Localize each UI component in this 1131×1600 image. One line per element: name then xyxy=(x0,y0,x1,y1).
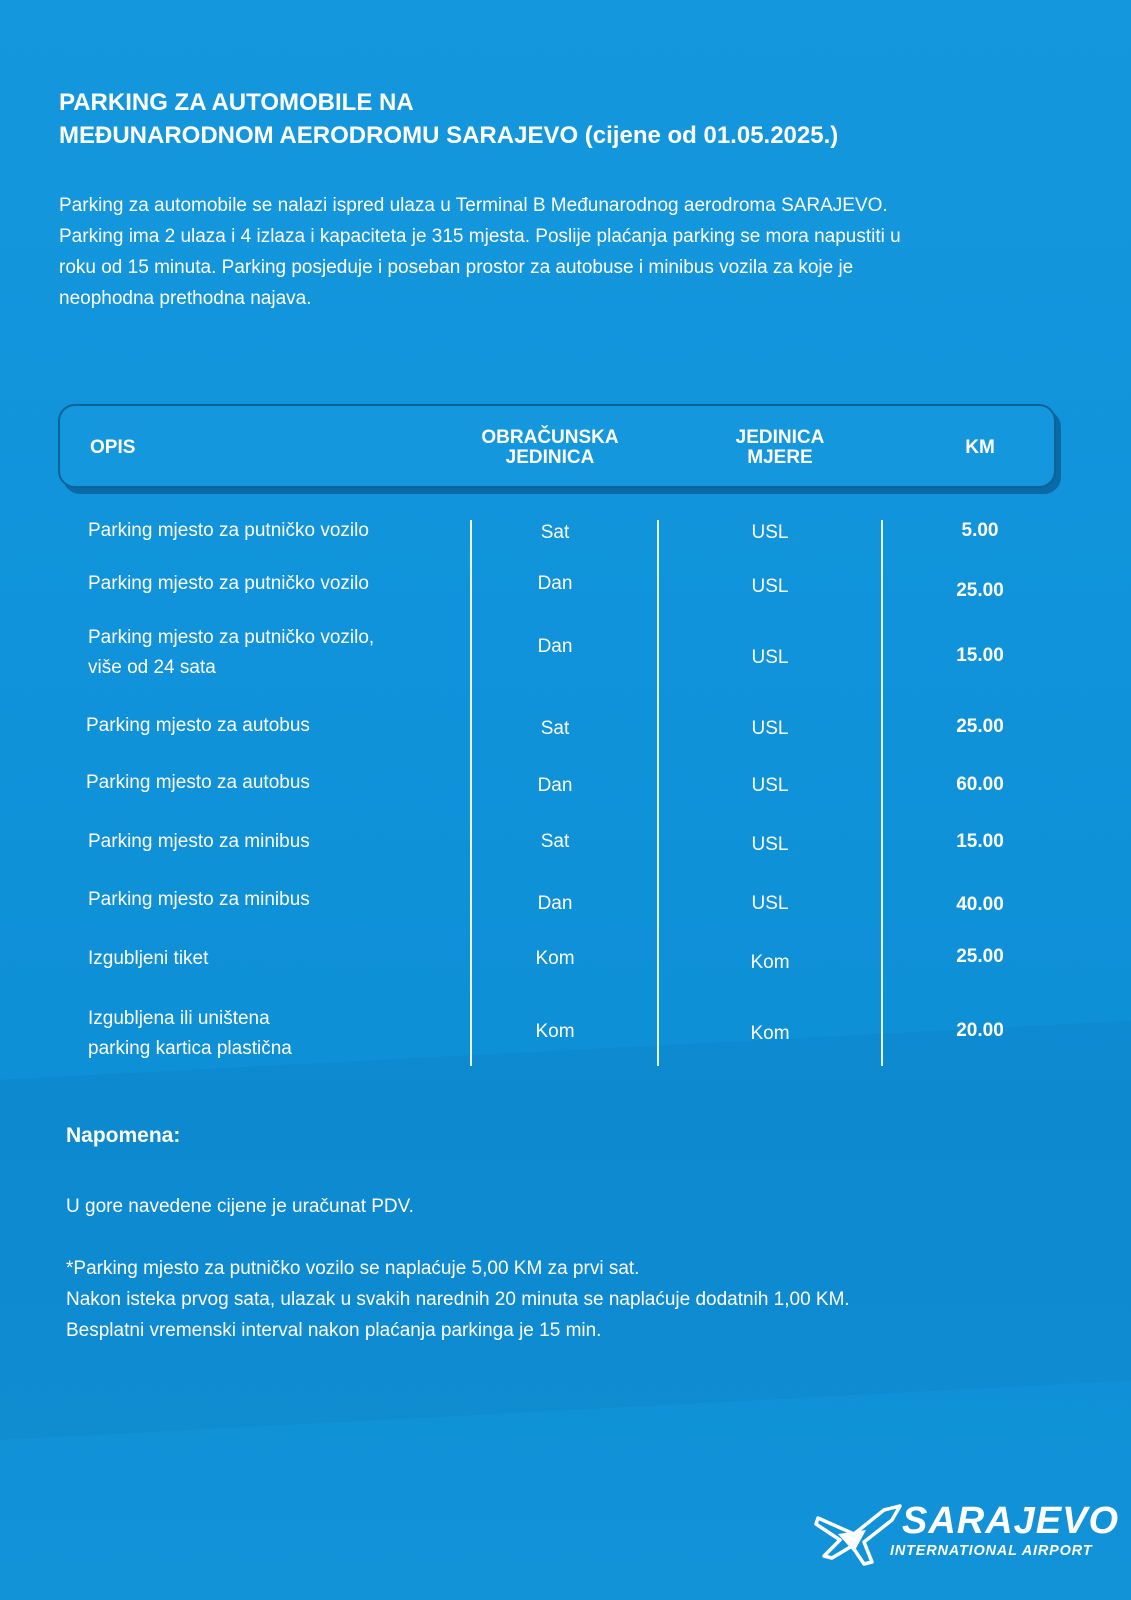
row-opis-line-2: više od 24 sata xyxy=(88,657,216,678)
intro-line-3: roku od 15 minuta. Parking posjeduje i poseban prostor za autobuse i minibus vozila za koje je xyxy=(59,257,854,278)
row-opis xyxy=(88,1004,468,1064)
row-jedinica: USL xyxy=(751,834,789,855)
row-opis xyxy=(88,944,468,974)
header-jedinica-line-2: MJERE xyxy=(747,447,813,468)
row-opis-line-1: Parking mjesto za putničko vozilo xyxy=(88,573,369,594)
row-jedinica: USL xyxy=(751,775,789,796)
header-km: KM xyxy=(965,437,995,458)
note-title: Napomena: xyxy=(66,1124,181,1147)
row-opis xyxy=(88,569,468,599)
row-obracunska: Sat xyxy=(540,831,570,852)
airport-logo xyxy=(814,1500,1120,1568)
row-km: 40.00 xyxy=(956,894,1004,915)
row-obracunska: Kom xyxy=(535,948,575,969)
row-km: 5.00 xyxy=(961,520,999,541)
logo-subtitle: INTERNATIONAL AIRPORT xyxy=(890,1543,1093,1559)
logo-name: SARAJEVO xyxy=(902,1500,1120,1542)
row-jedinica: USL xyxy=(751,522,789,543)
intro-line-4: neophodna prethodna najava. xyxy=(59,288,312,309)
row-jedinica: Kom xyxy=(750,1023,790,1044)
row-obracunska: Kom xyxy=(535,1021,575,1042)
header-obracunska-line-2: JEDINICA xyxy=(505,447,595,468)
page-title xyxy=(59,86,1059,152)
title-line-1: PARKING ZA AUTOMOBILE NA xyxy=(59,89,414,116)
row-opis-line-1: Parking mjesto za autobus xyxy=(86,715,310,736)
row-opis-line-1: Parking mjesto za putničko vozilo, xyxy=(88,627,375,648)
row-opis xyxy=(88,516,468,546)
header-jedinica-mjere xyxy=(690,420,870,476)
row-km: 25.00 xyxy=(956,580,1004,601)
intro-line-2: Parking ima 2 ulaza i 4 izlaza i kapaciteta je 315 mjesta. Poslije plaćanja parking se mora napustiti u xyxy=(59,226,901,247)
row-opis-line-1: Izgubljena ili uništena xyxy=(88,1008,270,1029)
row-opis xyxy=(86,768,466,798)
header-opis: OPIS xyxy=(90,437,136,458)
note-line-3: Nakon isteka prvog sata, ulazak u svakih narednih 20 minuta se naplaćuje dodatnih 1,00 KM. xyxy=(66,1289,850,1310)
header-obracunska-line-1: OBRAČUNSKA xyxy=(481,427,619,448)
row-jedinica: Kom xyxy=(750,952,790,973)
row-km: 60.00 xyxy=(956,774,1004,795)
row-opis-line-1: Parking mjesto za minibus xyxy=(88,831,310,852)
row-km: 25.00 xyxy=(956,716,1004,737)
row-obracunska: Sat xyxy=(540,718,570,739)
intro-paragraph xyxy=(59,190,1079,314)
intro-line-1: Parking za automobile se nalazi ispred ulaza u Terminal B Međunarodnog aerodroma SARAJEVO. xyxy=(59,195,888,216)
column-divider-2 xyxy=(657,520,659,1066)
row-opis xyxy=(88,827,468,857)
row-obracunska: Sat xyxy=(540,522,570,543)
row-obracunska: Dan xyxy=(537,573,573,594)
note-line-4: Besplatni vremenski interval nakon plaćanja parkinga je 15 min. xyxy=(66,1320,602,1341)
header-jedinica-line-1: JEDINICA xyxy=(735,427,825,448)
row-jedinica: USL xyxy=(751,576,789,597)
row-opis-line-2: parking kartica plastična xyxy=(88,1038,292,1059)
row-obracunska: Dan xyxy=(537,636,573,657)
row-opis-line-1: Parking mjesto za minibus xyxy=(88,889,310,910)
note-line-2: *Parking mjesto za putničko vozilo se naplaćuje 5,00 KM za prvi sat. xyxy=(66,1258,640,1279)
row-km: 25.00 xyxy=(956,946,1004,967)
row-obracunska: Dan xyxy=(537,775,573,796)
row-km: 15.00 xyxy=(956,831,1004,852)
row-jedinica: USL xyxy=(751,893,789,914)
row-obracunska: Dan xyxy=(537,893,573,914)
row-opis xyxy=(86,711,466,741)
row-jedinica: USL xyxy=(751,647,789,668)
note-line-1: U gore navedene cijene je uračunat PDV. xyxy=(66,1196,414,1217)
table-header xyxy=(58,404,1056,488)
row-km: 15.00 xyxy=(956,645,1004,666)
title-line-2: MEĐUNARODNOM AERODROMU SARAJEVO (cijene od 01.05.2025.) xyxy=(59,122,839,149)
header-obracunska-jedinica xyxy=(460,420,640,476)
row-opis-line-1: Parking mjesto za autobus xyxy=(86,772,310,793)
row-jedinica: USL xyxy=(751,718,789,739)
row-opis xyxy=(88,623,468,683)
row-opis-line-1: Parking mjesto za putničko vozilo xyxy=(88,520,369,541)
background-band xyxy=(0,1018,1131,1442)
row-opis xyxy=(88,885,468,915)
row-km: 20.00 xyxy=(956,1020,1004,1041)
row-opis-line-1: Izgubljeni tiket xyxy=(88,948,209,969)
